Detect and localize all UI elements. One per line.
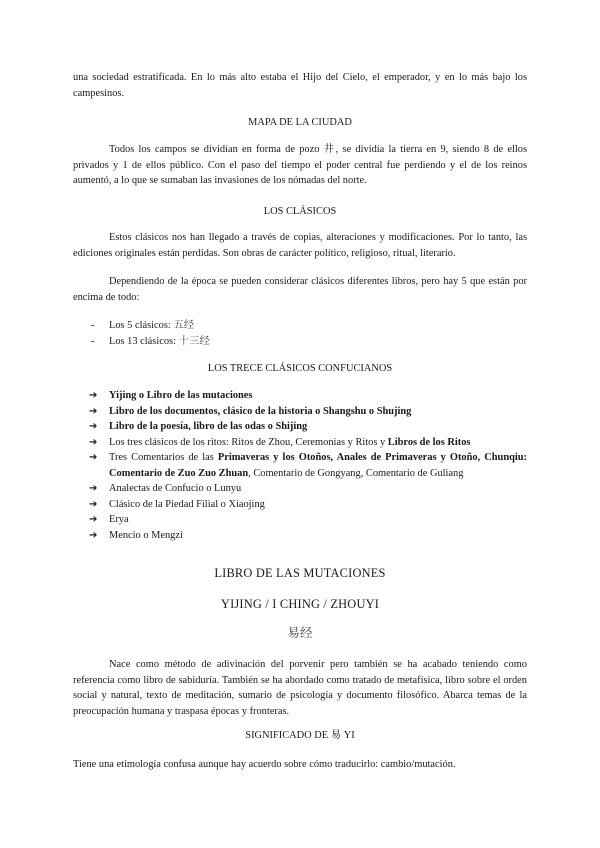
arrow-icon: ➔ bbox=[89, 390, 98, 401]
list-item bbox=[73, 404, 527, 420]
list-item-text: Erya bbox=[109, 514, 129, 525]
arrow-icon: ➔ bbox=[89, 498, 98, 510]
arrow-icon: ➔ bbox=[89, 421, 98, 432]
list-item bbox=[73, 481, 527, 497]
heading-trece: LOS TRECE CLÁSICOS CONFUCIANOS bbox=[207, 363, 393, 374]
list-item bbox=[73, 528, 527, 544]
clasicos-paragraph-2: Dependiendo de la época se pueden considerar clásicos diferentes libros, pero hay 5 que están por encima de todo: bbox=[73, 276, 527, 303]
dash-marker: - bbox=[91, 335, 95, 347]
list-item bbox=[73, 419, 527, 435]
clasicos-paragraph-1: Estos clásicos nos han llegado a través de copias, alteraciones y modificaciones. Por lo tanto, las ediciones originales están perdidas. Son obras de carácter político, religioso, ritual, literario. bbox=[73, 232, 527, 259]
list-item-text: Los 5 clásicos: bbox=[109, 320, 174, 331]
list-item bbox=[73, 388, 527, 404]
list-item-text: , Comentario de Gongyang, Comentario de Guliang bbox=[248, 467, 464, 479]
trece-arrow-list bbox=[73, 388, 527, 543]
list-item-cjk: 十三经 bbox=[178, 335, 210, 347]
arrow-icon: ➔ bbox=[89, 514, 98, 525]
list-item-cjk: 五经 bbox=[173, 320, 195, 331]
arrow-icon: ➔ bbox=[89, 436, 98, 448]
list-item-text: Los 13 clásicos: bbox=[109, 335, 179, 347]
list-item-text: Mencio o Mengzi bbox=[109, 529, 183, 541]
list-item-bold-text: Libros de los Ritos bbox=[387, 436, 471, 448]
arrow-icon: ➔ bbox=[89, 405, 98, 417]
list-item bbox=[73, 435, 527, 451]
dash-marker: - bbox=[91, 320, 95, 331]
heading-cjk: 易经 bbox=[287, 626, 313, 640]
arrow-icon: ➔ bbox=[89, 529, 98, 541]
list-item bbox=[73, 334, 527, 350]
list-item-text: Tres Comentarios de las bbox=[109, 452, 218, 463]
mapa-paragraph: Todos los campos se dividían en forma de pozo 井, se dividía la tierra en 9, siendo 8 de ellos privados y 1 de ellos público. Con el paso del tiempo el poder central fue perdiendo y el de los reinos aumentó, a lo que se sumaban las invasiones de los nómadas del norte. bbox=[73, 144, 527, 186]
heading-clasicos: LOS CLÁSICOS bbox=[263, 206, 337, 217]
list-item-text: Libro de la poesía, libro de las odas o Shijing bbox=[109, 421, 308, 432]
heading-libro: LIBRO DE LAS MUTACIONES bbox=[214, 566, 386, 580]
list-item-text: Clásico de la Piedad Filial o Xiaojing bbox=[109, 498, 265, 510]
intro-paragraph: una sociedad estratificada. En lo más alto estaba el Hijo del Cielo, el emperador, y en lo más bajo los campesinos. bbox=[73, 72, 527, 99]
list-item-bold-text: Primaveras y los Otoños, Anales de Primaveras y Otoño, Chunqiu: Comentario de Zuo Zuo Zhuan bbox=[109, 452, 528, 479]
heading-yijing: YIJING / I CHING / ZHOUYI bbox=[220, 597, 380, 611]
list-item bbox=[73, 450, 527, 481]
list-item bbox=[73, 512, 527, 528]
list-item bbox=[73, 497, 527, 513]
list-item-text: Libro de los documentos, clásico de la historia o Shangshu o Shujing bbox=[109, 405, 412, 417]
list-item-text: Los tres clásicos de los ritos: Ritos de Zhou, Ceremonias y Ritos y bbox=[109, 436, 388, 448]
list-item-text: Analectas de Confucio o Lunyu bbox=[109, 483, 242, 494]
heading-mapa: MAPA DE LA CIUDAD bbox=[248, 117, 352, 128]
etimologia-paragraph: Tiene una etimología confusa aunque hay acuerdo sobre cómo traducirlo: cambio/mutación. bbox=[73, 759, 456, 770]
list-item bbox=[73, 318, 527, 334]
nace-paragraph: Nace como método de adivinación del porvenir pero también se ha acabado teniendo como referencia como libro de sabiduría. También se ha abordado como tratado de metafísica, libro sobre el orden social y natural, texto de meditación, sumario de psicología y documento filosófico. Abarca temas de la preocupación humana y traspasa épocas y fronteras. bbox=[73, 659, 527, 717]
arrow-icon: ➔ bbox=[89, 452, 98, 463]
list-item-text: Yijing o Libro de las mutaciones bbox=[109, 390, 253, 401]
arrow-icon: ➔ bbox=[89, 483, 98, 494]
heading-significado: SIGNIFICADO DE 易 YI bbox=[245, 730, 355, 741]
clasicos-dash-list bbox=[73, 318, 527, 349]
